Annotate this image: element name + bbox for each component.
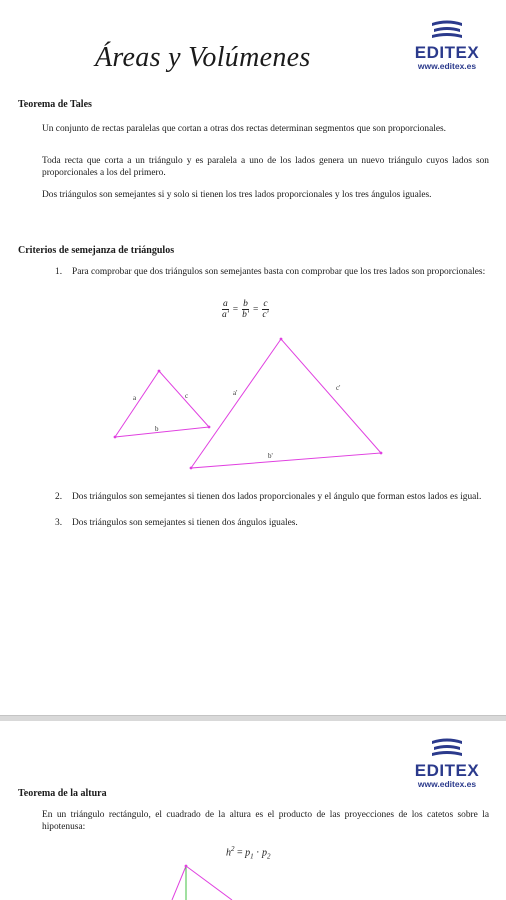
small-side-a-label: a (133, 394, 137, 402)
logo-brand: EDITEX (414, 43, 480, 62)
list-number: 1. (55, 267, 63, 277)
list-number: 2. (55, 492, 63, 502)
large-side-a-label: a' (233, 389, 238, 397)
proportion-formula: $\frac{a}{a'}$ = $\frac{b}{b'}$ = $\frac{c}{c'}$ (222, 299, 269, 320)
small-side-b-label: b (155, 425, 159, 433)
logo-brand: EDITEX (414, 761, 480, 780)
height-theorem-formula: $h^2 = p_1 \cdot p_2$ (226, 845, 271, 861)
section-heading-altura: Teorema de la altura (18, 788, 107, 799)
logo-url: www.editex.es (417, 779, 477, 789)
section-heading-criterios: Criterios de semejanza de triángulos (18, 245, 175, 256)
small-side-c-label: c (185, 392, 189, 400)
list-text: Dos triángulos son semejantes si tienen dos ángulos iguales. (72, 518, 298, 528)
list-number: 3. (55, 518, 63, 528)
document-title: Áreas y Volúmenes (95, 42, 311, 73)
paragraph-altura: En un triángulo rectángulo, el cuadrado de la altura es el producto de las proyecciones de los catetos sobre la hipotenusa: (42, 810, 489, 832)
large-side-b-label: b' (268, 452, 273, 460)
paragraph-tales-2: Toda recta que corta a un triángulo y es paralela a uno de los lados genera un nuevo triángulo cuyos lados son proporcionales a los del primero. (42, 156, 489, 178)
section-heading-tales: Teorema de Tales (18, 99, 92, 110)
logo-url: www.editex.es (417, 61, 477, 71)
paragraph-tales-1: Un conjunto de rectas paralelas que cortan a otras dos rectas determinan segmentos que son proporcionales. (42, 124, 447, 134)
paragraph-tales-3: Dos triángulos son semejantes si y solo si tienen los tres lados proporcionales y los tres ángulos iguales. (42, 190, 432, 200)
list-text: Para comprobar que dos triángulos son semejantes basta con comprobar que los tres lados son proporcionales: (72, 267, 486, 277)
list-text: Dos triángulos son semejantes si tienen dos lados proporcionales y el ángulo que forman estos lados es igual. (72, 492, 482, 502)
large-side-c-label: c' (336, 384, 341, 392)
